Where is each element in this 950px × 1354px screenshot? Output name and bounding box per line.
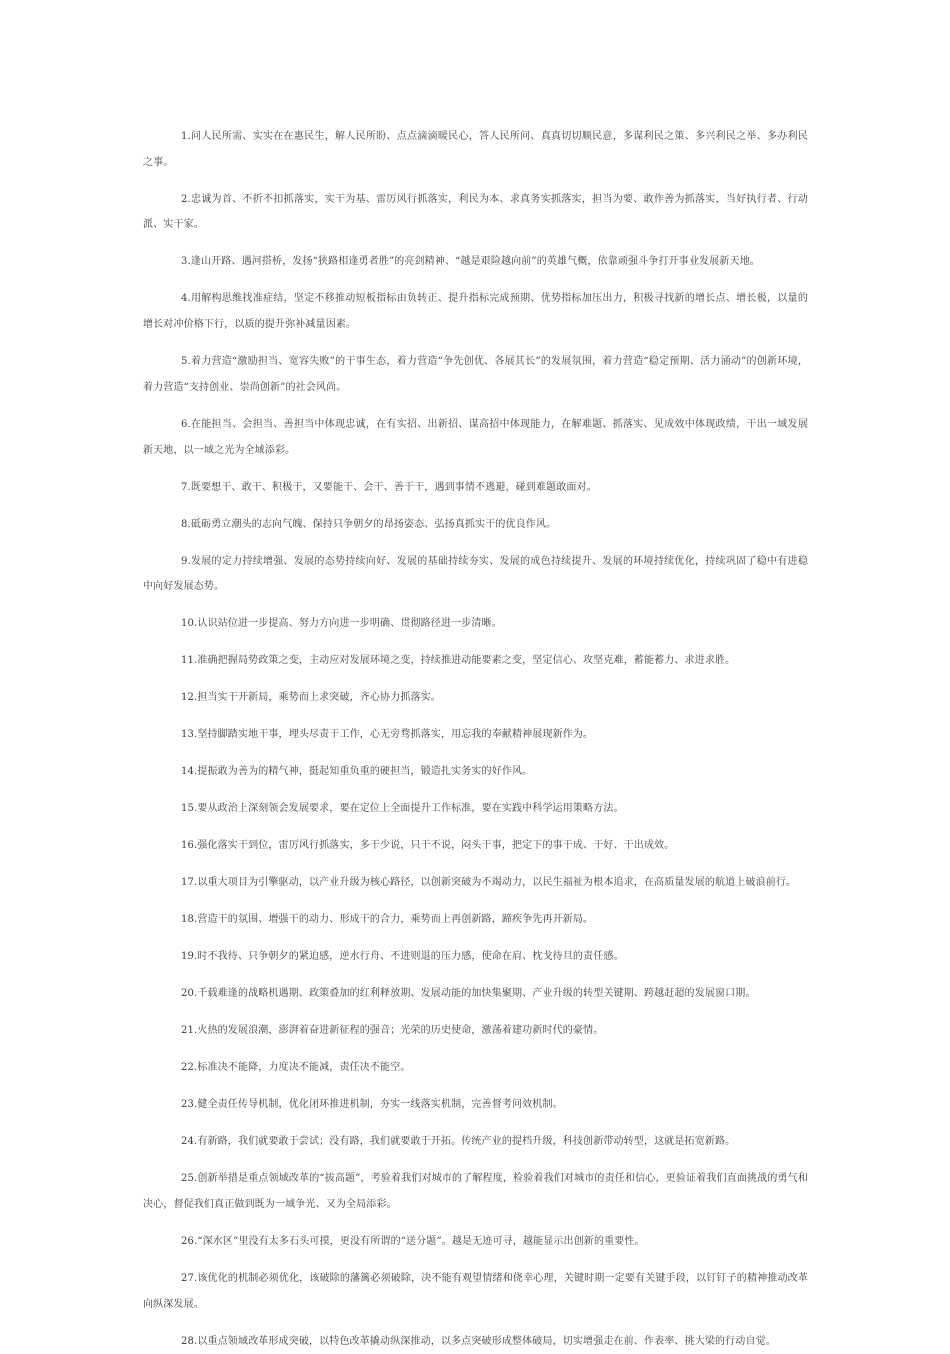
paragraph-5: 5.着力营造“激励担当、宽容失败”的干事生态，着力营造“争先创优、各展其长”的发展氛围，着力营造“稳定预期、活力涌动”的创新环境，着力营造“支持创业、崇尚创新”的社会风尚。: [143, 356, 808, 393]
paragraph-24: 24.有新路，我们就要敢于尝试；没有路，我们就要敢于开拓。传统产业的提档升级，科技创新带动转型，这就是拓宽新路。: [181, 1136, 736, 1148]
paragraph-20: 20.千载难逢的战略机遇期、政策叠加的红利释放期、发展动能的加快集聚期、产业升级的转型关键期、跨越赶超的发展窗口期。: [181, 988, 756, 1000]
paragraph-10: 10.认识站位进一步提高、努力方向进一步明确、贯彻路径进一步清晰。: [181, 618, 502, 630]
paragraph-9: 9.发展的定力持续增强、发展的态势持续向好、发展的基础持续夯实、发展的成色持续提升、发展的环境持续优化，持续巩固了稳中有进稳中向好发展态势。: [143, 555, 808, 593]
paragraph-6: 6.在能担当、会担当、善担当中体现忠诚，在有实招、出新招、谋高招中体现能力，在解难题、抓落实、见成效中体现政绩，干出一域发展新天地，以一域之光为全域添彩。: [143, 418, 808, 456]
paragraph-4: 4.用解构思维找准症结，坚定不移推动短板指标由负转正、提升指标完成预期、优势指标加压出力，积极寻找新的增长点、增长极，以量的增长对冲价格下行，以质的提升弥补减量因素。: [143, 293, 808, 331]
paragraph-22: 22.标准决不能降，力度决不能减，责任决不能空。: [181, 1062, 411, 1074]
paragraph-8: 8.砥砺勇立潮头的志向气魄、保持只争朝夕的昂扬姿态、弘扬真抓实干的优良作风。: [181, 518, 557, 530]
paragraph-16: 16.强化落实干到位，雷厉风行抓落实，多干少说，只干不说，闷头干事，把定下的事干成、干好、干出成效。: [181, 840, 675, 852]
paragraph-18: 18.营造干的氛围、增强干的动力、形成干的合力，乘势而上再创新路，蹄疾争先再开新局。: [181, 914, 594, 926]
paragraph-11: 11.准确把握局势政策之变，主动应对发展环境之变，持续推进动能要素之变，坚定信心、攻坚克难，蓄能蓄力、求进求胜。: [181, 655, 736, 667]
paragraph-28: 28.以重点领域改革形成突破，以特色改革撬动纵深推动，以多点突破形成整体破局，切实增强走在前、作表率、挑大梁的行动自觉。: [181, 1335, 776, 1347]
paragraph-15: 15.要从政治上深刻领会发展要求，要在定位上全面提升工作标准，要在实践中科学运用策略方法。: [181, 803, 624, 815]
paragraph-3: 3.逢山开路、遇河搭桥，发扬“狭路相逢勇者胜”的亮剑精神、“越是艰险越向前”的英雄气概，依靠顽强斗争打开事业发展新天地。: [181, 256, 760, 268]
paragraph-21: 21.火热的发展浪潮，澎湃着奋进新征程的强音；光荣的历史使命，激荡着建功新时代的豪情。: [181, 1025, 604, 1037]
paragraph-27: 27.该优化的机制必须优化，该破除的藩篱必须破除，决不能有观望情绪和侥幸心理，关键时期一定要有关键手段，以钉钉子的精神推动改革向纵深发展。: [143, 1272, 808, 1310]
paragraph-26: 26.“深水区”里没有太多石头可摸，更没有所谓的“送分题”。越是无迹可寻，越能显示出创新的重要性。: [181, 1235, 645, 1247]
paragraph-23: 23.健全责任传导机制，优化闭环推进机制，夯实一线落实机制，完善督考问效机制。: [181, 1099, 563, 1111]
document-body: [143, 124, 808, 1354]
paragraph-25: 25.创新举措是重点领域改革的“拔高题”，考验着我们对城市的了解程度，检验着我们对城市的责任和信心，更验证着我们直面挑战的勇气和决心，督促我们真正做到既为一域争光、又为全局添彩。: [143, 1173, 808, 1210]
paragraph-12: 12.担当实干开新局，乘势而上求突破，齐心协力抓落实。: [181, 692, 441, 704]
paragraph-19: 19.时不我待、只争朝夕的紧迫感，逆水行舟、不进则退的压力感，使命在肩、枕戈待旦的责任感。: [181, 951, 624, 963]
paragraph-2: 2.忠诚为首、不折不扣抓落实，实干为基、雷厉风行抓落实，利民为本、求真务实抓落实，担当为要、敢作善为抓落实，当好执行者、行动派、实干家。: [143, 193, 808, 231]
paragraph-1: 1.问人民所需、实实在在惠民生，解人民所盼、点点滴滴暖民心，答人民所问、真真切切顺民意，多谋利民之策、多兴利民之举、多办利民之事。: [143, 131, 808, 168]
paragraph-13: 13.坚持脚踏实地干事，埋头尽责干工作，心无旁骛抓落实，用忘我的奉献精神展现新作为。: [181, 729, 594, 741]
paragraph-14: 14.提振敢为善为的精气神，挺起知重负重的硬担当，锻造扎实务实的好作风。: [181, 766, 533, 778]
paragraph-17: 17.以重大项目为引擎驱动，以产业升级为核心路径，以创新突破为不竭动力，以民生福祉为根本追求，在高质量发展的航道上破浪前行。: [181, 877, 797, 889]
paragraph-7: 7.既要想干、敢干、积极干，又要能干、会干、善于干，遇到事情不逃避，碰到难题敢面对。: [181, 481, 597, 493]
